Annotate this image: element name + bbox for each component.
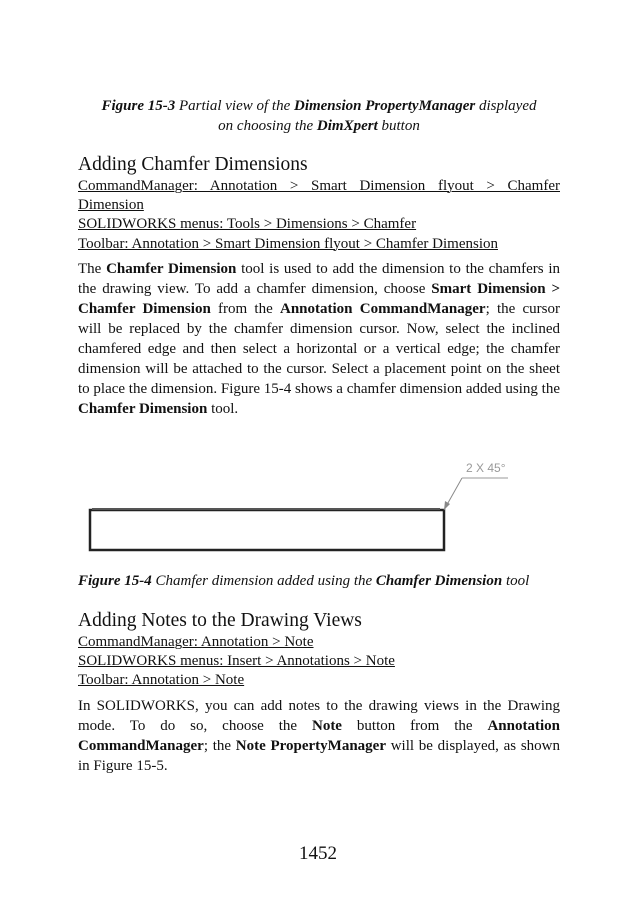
chamfer-dimension-figure [78,452,560,562]
page-number: 1452 [299,843,337,864]
chamfer-dimension-text: 2 X 45° [466,461,506,475]
commandmanager-path: CommandManager: Annotation > Note [78,634,314,650]
menus-path: SOLIDWORKS menus: Insert > Annotations > Note [78,653,395,669]
caption-text: on choosing the [218,118,317,134]
caption-text: displayed [475,98,537,114]
caption-bold: DimXpert [316,118,378,134]
figure-label: Figure 15-4 [78,573,152,589]
figure-label: Figure 15-3 [101,98,176,114]
commandmanager-path-line1: CommandManager: Annotation > Smart Dimension flyout > Chamfer [78,178,560,194]
part-outline [90,510,444,550]
section-heading-notes: Adding Notes to the Drawing Views [78,610,362,631]
commandmanager-path-line2: Dimension [78,197,144,213]
chamfer-paragraph: The Chamfer Dimension tool is used to add the dimension to the chamfers in the drawing view. To add a chamfer dimension, choose Smart Dimension > Chamfer Dimension from the Annotation CommandManager; the cursor will be replaced by the chamfer dimension cursor. Now, select the inclined chamfered edge and then select a horizontal or a vertical edge; the chamfer dimension will be attached to the cursor. Select a placement point on the sheet to place the dimension. Figure 15-4 shows a chamfer dimension added using the Chamfer Dimension tool. [78,261,561,417]
leader-arrow-icon [444,501,450,510]
caption-bold: Dimension PropertyManager [293,98,476,114]
figure-15-4-caption: Figure 15-4 Chamfer dimension added using the Chamfer Dimension tool [78,573,530,589]
menus-path: SOLIDWORKS menus: Tools > Dimensions > Chamfer [78,216,417,232]
toolbar-path: Toolbar: Annotation > Smart Dimension flyout > Chamfer Dimension [78,236,498,252]
notes-paragraph: In SOLIDWORKS, you can add notes to the drawing views in the Drawing mode. To do so, choose the Note button from the Annotation CommandManager; the Note PropertyManager will be displayed, as shown in Figure 15-5. [78,698,560,774]
figure-15-3-caption [78,96,560,136]
section-heading-chamfer-dimensions: Adding Chamfer Dimensions [78,154,308,175]
toolbar-path: Toolbar: Annotation > Note [78,672,245,688]
caption-text: button [377,118,420,134]
caption-text: Partial view of the [175,98,294,114]
